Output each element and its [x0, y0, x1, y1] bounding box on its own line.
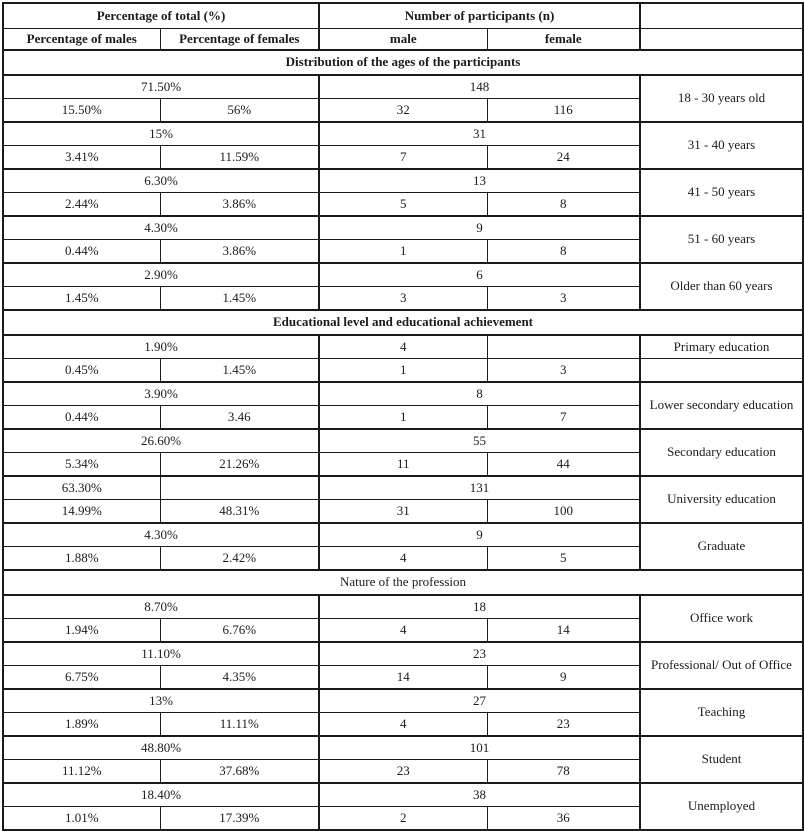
male-n-cell: 3: [319, 287, 487, 311]
total-pct-cell: 8.70%: [3, 595, 319, 619]
total-pct-cell: 26.60%: [3, 429, 319, 453]
male-pct-cell: 15.50%: [3, 99, 160, 123]
group-total-row: [3, 122, 803, 146]
total-n-cell: 9: [319, 216, 640, 240]
group-breakdown-row: [3, 359, 803, 383]
female-pct-cell: 6.76%: [160, 619, 319, 643]
female-pct-cell: 3.86%: [160, 240, 319, 264]
female-n-cell: 3: [487, 359, 640, 383]
total-n-cell: 13: [319, 169, 640, 193]
total-pct-cell: 15%: [3, 122, 319, 146]
male-pct-cell: 14.99%: [3, 500, 160, 524]
group-total-row: [3, 335, 803, 359]
total-pct-female-cell: [160, 476, 319, 500]
female-n-cell: 7: [487, 406, 640, 430]
total-n-male-cell: 4: [319, 335, 487, 359]
female-pct-cell: 21.26%: [160, 453, 319, 477]
male-n-cell: 1: [319, 240, 487, 264]
female-pct-cell: 48.31%: [160, 500, 319, 524]
female-pct-cell: 17.39%: [160, 807, 319, 831]
category-label: Professional/ Out of Office: [640, 642, 803, 689]
male-pct-cell: 2.44%: [3, 193, 160, 217]
male-n-cell: 2: [319, 807, 487, 831]
female-pct-cell: 2.42%: [160, 547, 319, 571]
total-pct-cell: 4.30%: [3, 523, 319, 547]
female-pct-cell: 37.68%: [160, 760, 319, 784]
male-pct-cell: 1.89%: [3, 713, 160, 737]
female-pct-cell: 4.35%: [160, 666, 319, 690]
header-female: female: [487, 29, 640, 51]
female-n-cell: 8: [487, 240, 640, 264]
female-pct-cell: 56%: [160, 99, 319, 123]
male-pct-cell: 1.88%: [3, 547, 160, 571]
female-n-cell: 3: [487, 287, 640, 311]
total-pct-cell: 1.90%: [3, 335, 319, 359]
category-label: Student: [640, 736, 803, 783]
group-total-row: [3, 263, 803, 287]
header-empty-sub-cell: [640, 29, 803, 51]
female-n-cell: 100: [487, 500, 640, 524]
group-total-row: [3, 382, 803, 406]
female-n-cell: 78: [487, 760, 640, 784]
category-label: Older than 60 years: [640, 263, 803, 310]
male-pct-cell: 6.75%: [3, 666, 160, 690]
group-total-row: [3, 216, 803, 240]
female-pct-cell: 3.86%: [160, 193, 319, 217]
male-pct-cell: 1.94%: [3, 619, 160, 643]
total-n-cell: 131: [319, 476, 640, 500]
female-pct-cell: 3.46: [160, 406, 319, 430]
category-label: Graduate: [640, 523, 803, 570]
total-n-cell: 9: [319, 523, 640, 547]
group-total-row: [3, 523, 803, 547]
total-n-cell: 8: [319, 382, 640, 406]
category-label: Lower secondary education: [640, 382, 803, 429]
section-title: Nature of the profession: [3, 570, 803, 595]
male-n-cell: 23: [319, 760, 487, 784]
header-percentage-total: Percentage of total (%): [3, 3, 319, 29]
male-n-cell: 4: [319, 713, 487, 737]
section-header-row: [3, 50, 803, 75]
total-pct-male-cell: 63.30%: [3, 476, 160, 500]
male-pct-cell: 1.45%: [3, 287, 160, 311]
category-label: Primary education: [640, 335, 803, 359]
header-percentage-females: Percentage of females: [160, 29, 319, 51]
section-title: Educational level and educational achievement: [3, 310, 803, 335]
section-header-row: [3, 570, 803, 595]
male-pct-cell: 0.45%: [3, 359, 160, 383]
female-pct-cell: 1.45%: [160, 359, 319, 383]
category-label: Teaching: [640, 689, 803, 736]
female-pct-cell: 11.59%: [160, 146, 319, 170]
category-label: Office work: [640, 595, 803, 642]
female-n-cell: 36: [487, 807, 640, 831]
male-n-cell: 11: [319, 453, 487, 477]
header-percentage-males: Percentage of males: [3, 29, 160, 51]
category-label: 18 - 30 years old: [640, 75, 803, 122]
header-sub-row: [3, 29, 803, 51]
group-total-row: [3, 689, 803, 713]
participants-table: [2, 2, 804, 831]
male-n-cell: 31: [319, 500, 487, 524]
male-pct-cell: 5.34%: [3, 453, 160, 477]
header-empty-top-cell: [640, 3, 803, 29]
female-n-cell: 116: [487, 99, 640, 123]
total-n-cell: 18: [319, 595, 640, 619]
group-total-row: [3, 783, 803, 807]
male-pct-cell: 1.01%: [3, 807, 160, 831]
male-n-cell: 32: [319, 99, 487, 123]
male-pct-cell: 0.44%: [3, 406, 160, 430]
group-total-row: [3, 75, 803, 99]
female-n-cell: 8: [487, 193, 640, 217]
total-pct-cell: 2.90%: [3, 263, 319, 287]
header-group-row: [3, 3, 803, 29]
table-body: [3, 50, 803, 830]
total-pct-cell: 6.30%: [3, 169, 319, 193]
total-n-cell: 148: [319, 75, 640, 99]
total-pct-cell: 3.90%: [3, 382, 319, 406]
category-label-empty-cell: [640, 359, 803, 383]
total-n-cell: 31: [319, 122, 640, 146]
category-label: University education: [640, 476, 803, 523]
female-pct-cell: 1.45%: [160, 287, 319, 311]
male-n-cell: 1: [319, 406, 487, 430]
group-total-row: [3, 736, 803, 760]
total-n-cell: 55: [319, 429, 640, 453]
male-n-cell: 1: [319, 359, 487, 383]
category-label: 51 - 60 years: [640, 216, 803, 263]
category-label: 41 - 50 years: [640, 169, 803, 216]
section-header-row: [3, 310, 803, 335]
female-pct-cell: 11.11%: [160, 713, 319, 737]
total-n-cell: 38: [319, 783, 640, 807]
category-label: 31 - 40 years: [640, 122, 803, 169]
group-total-row: [3, 476, 803, 500]
total-n-cell: 6: [319, 263, 640, 287]
total-pct-cell: 18.40%: [3, 783, 319, 807]
total-pct-cell: 71.50%: [3, 75, 319, 99]
male-n-cell: 4: [319, 547, 487, 571]
female-n-cell: 14: [487, 619, 640, 643]
group-total-row: [3, 169, 803, 193]
header-male: male: [319, 29, 487, 51]
total-n-cell: 23: [319, 642, 640, 666]
male-n-cell: 7: [319, 146, 487, 170]
total-pct-cell: 11.10%: [3, 642, 319, 666]
group-total-row: [3, 595, 803, 619]
total-n-cell: 27: [319, 689, 640, 713]
female-n-cell: 44: [487, 453, 640, 477]
female-n-cell: 24: [487, 146, 640, 170]
section-title: Distribution of the ages of the participants: [3, 50, 803, 75]
group-total-row: [3, 642, 803, 666]
male-n-cell: 4: [319, 619, 487, 643]
total-pct-cell: 13%: [3, 689, 319, 713]
total-pct-cell: 4.30%: [3, 216, 319, 240]
female-n-cell: 5: [487, 547, 640, 571]
header-number-participants: Number of participants (n): [319, 3, 640, 29]
male-pct-cell: 3.41%: [3, 146, 160, 170]
male-n-cell: 14: [319, 666, 487, 690]
male-pct-cell: 0.44%: [3, 240, 160, 264]
female-n-cell: 9: [487, 666, 640, 690]
category-label: Unemployed: [640, 783, 803, 830]
male-pct-cell: 11.12%: [3, 760, 160, 784]
total-n-cell: 101: [319, 736, 640, 760]
female-n-cell: 23: [487, 713, 640, 737]
total-n-female-cell: [487, 335, 640, 359]
total-pct-cell: 48.80%: [3, 736, 319, 760]
male-n-cell: 5: [319, 193, 487, 217]
group-total-row: [3, 429, 803, 453]
category-label: Secondary education: [640, 429, 803, 476]
